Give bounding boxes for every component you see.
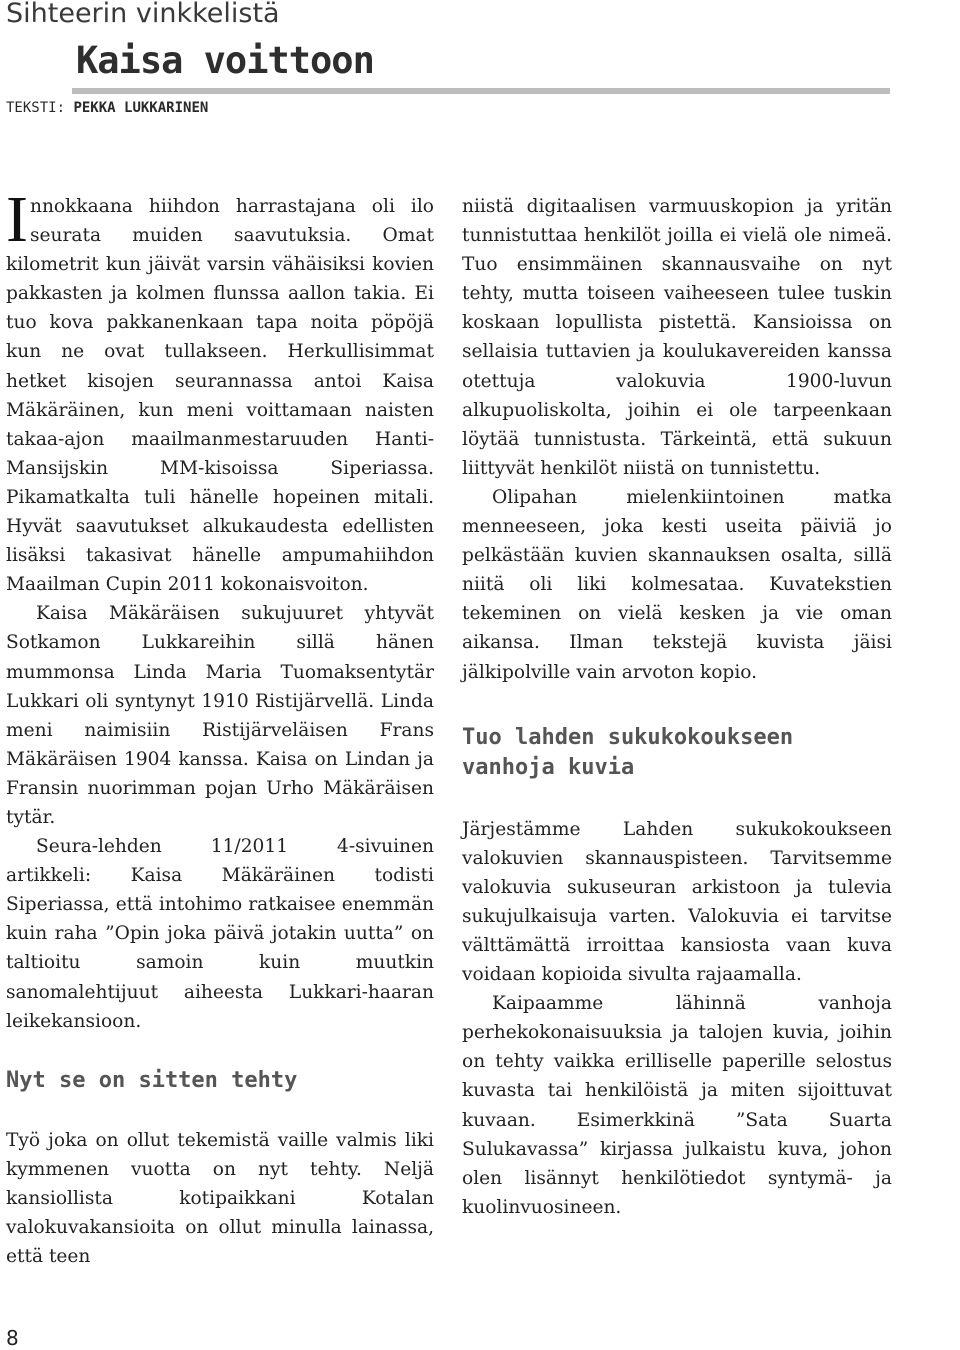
paragraph: Olipahan mielenkiintoinen matka menneeseen, joka kesti useita päiviä jo pelkästään kuvien skannauksen osalta, sillä niitä oli liki kolmesataa. Kuvatekstien tekeminen on vielä kesken ja vie oman aikansa. Ilman tekstejä kuvista jäisi jälkipolville vain arvoton kopio.	[462, 486, 892, 683]
paragraph: Kaipaamme lähinnä vanhoja perhekokonaisuuksia ja talojen kuvia, joihin on tehty vaikka erilliselle paperille selostus kuvasta tai henkilöistä ja miten sijoittuvat kuvaan. Esimerkkinä ”Sata Suarta Sulukavassa” kirjassa julkaistu kuva, johon olen lisännyt henkilötiedot syntymä- ja kuolinvuosineen.	[462, 993, 892, 1218]
byline-author: PEKKA LUKKARINEN	[73, 100, 209, 116]
left-column	[6, 183, 434, 1271]
paragraph	[6, 183, 434, 599]
article-title: Kaisa voittoon	[76, 39, 374, 82]
right-column	[462, 192, 892, 1222]
byline	[6, 100, 208, 116]
paragraph: Työ joka on ollut tekemistä vaille valmis liki kymmenen vuotta on nyt tehty. Neljä kansiollista kotipaikkani Kotalan valokuvakansioita on ollut minulla lainassa, että teen	[6, 1129, 434, 1268]
paragraph-text: nnokkaana hiihdon harrastajana oli ilo seurata muiden saavutuksia. Omat kilometrit kun jäivät varsin vähäisiksi kovien pakkasten ja kolmen flunssa aallon takia. Ei tuo kova pakkanenkaan tapa noita pöpöjä kun ne ovat tullakseen. Herkullisimmat hetket kisojen seurannassa antoi Kaisa Mäkäräinen, kun meni voittamaan naisten takaa-ajon maailmanmestaruuden Hanti-Mansijskin MM-kisoissa Siperiassa. Pikamatkalta tuli hänelle hopeinen mitali. Hyvät saavutukset alkukaudesta edellisten lisäksi takasivat hänelle ampumahiihdon Maailman Cupin 2011 kokonaisvoiton.	[6, 196, 434, 596]
subheading: Nyt se on sitten tehty	[6, 1067, 298, 1093]
byline-label: TEKSTI:	[6, 100, 66, 116]
page-number: 8	[6, 1326, 19, 1350]
paragraph: niistä digitaalisen varmuuskopion ja yritän tunnistuttaa henkilöt joilla ei vielä ole nimeä. Tuo ensimmäinen skannausvaihe on nyt tehty, mutta toiseen vaiheeseen tulee tuskin koskaan lopullista pistettä. Kansioissa on sellaisia tuttavien ja koulukavereiden kanssa otettuja valokuvia 1900-luvun alkupuoliskolta, joihin ei ole tarpeenkaan löytää tunnistusta. Tärkeintä, että sukuun liittyvät henkilöt niistä on tunnistettu.	[462, 196, 892, 479]
paragraph: Järjestämme Lahden sukukokoukseen valokuvien skannauspisteen. Tarvitsemme valokuvia sukuseuran arkistoon ja tulevia sukujulkaisuja varten. Valokuvia ei tarvitse välttämättä irroittaa kansiosta vaan kuva voidaan kopioida sivulta rajaamalla.	[462, 818, 892, 986]
section-label: Sihteerin vinkkelistä	[6, 0, 280, 29]
paragraph: Seura-lehden 11/2011 4-sivuinen artikkeli: Kaisa Mäkäräinen todisti Siperiassa, että intohimo ratkaisee enemmän kuin raha ”Opin joka päivä jotakin uutta” on taltioitu samoin kuin muutkin sanomalehtijuut aiheesta Lukkari-haaran leikekansioon.	[6, 836, 434, 1032]
drop-cap: I	[6, 183, 28, 256]
subheading: Tuo lahden sukukokoukseen vanhoja kuvia	[462, 724, 794, 780]
paragraph: Kaisa Mäkäräisen sukujuuret yhtyvät Sotkamon Lukkareihin sillä hänen mummonsa Linda Maria Tuomaksentytär Lukkari oli syntynyt 1910 Ristijärvellä. Linda meni naimisiin Ristijärveläisen Frans Mäkäräisen 1904 kanssa. Kaisa on Lindan ja Fransin nuorimman pojan Urho Mäkäräisen tytär.	[6, 603, 434, 828]
title-rule	[72, 88, 890, 94]
